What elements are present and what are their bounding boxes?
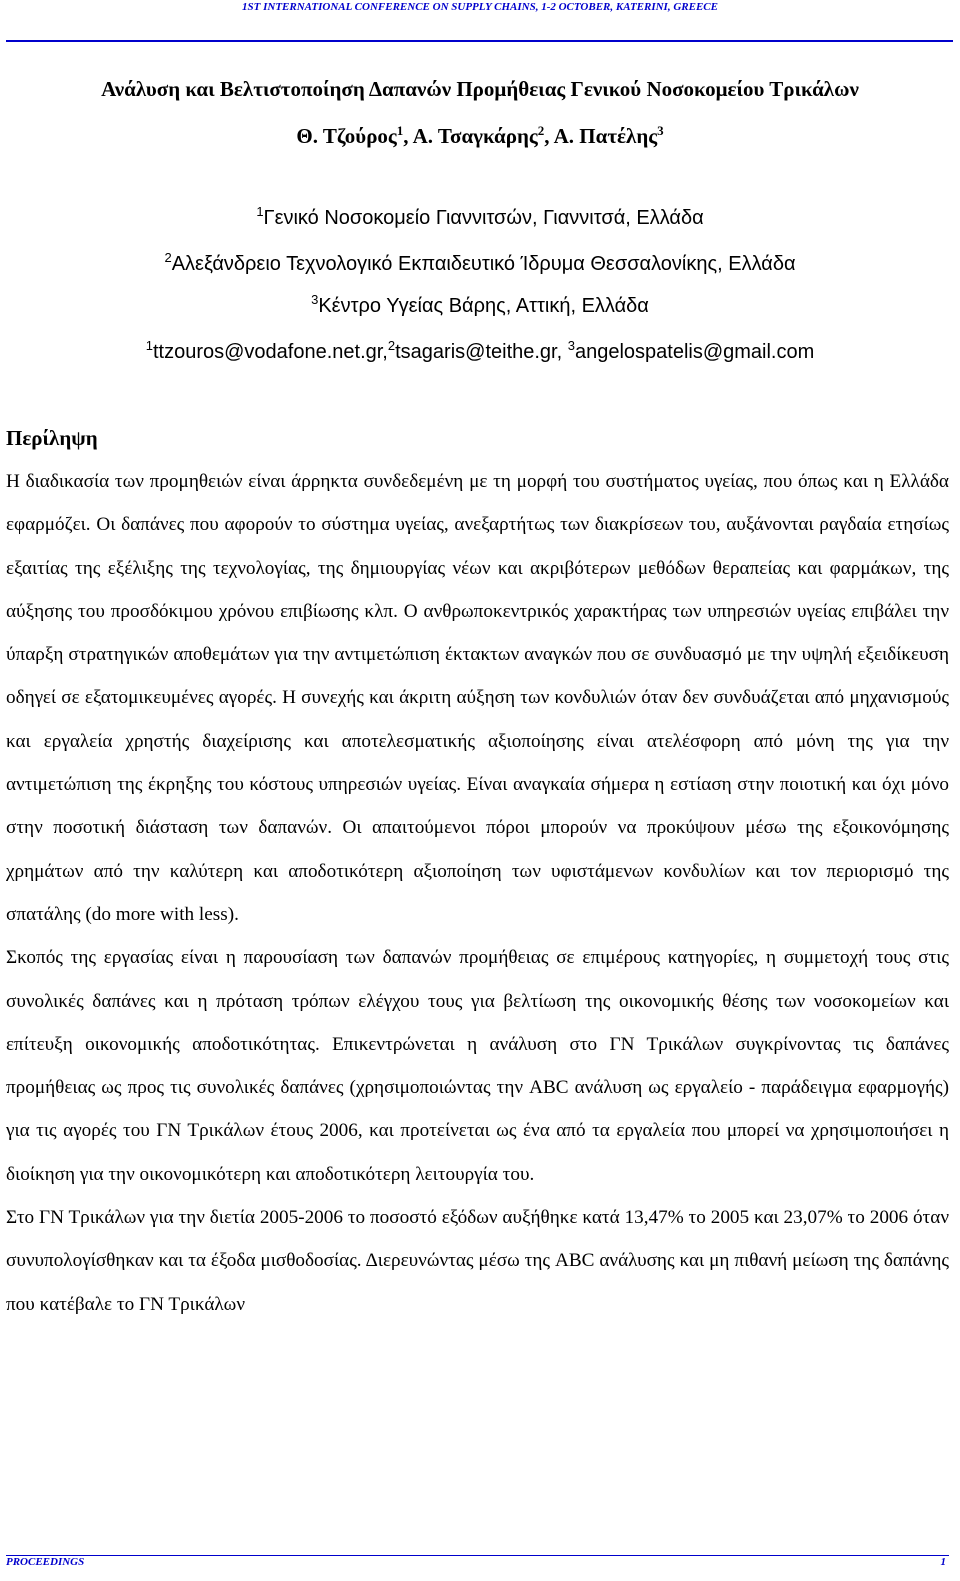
email-2[interactable]: tsagaris@teithe.gr, [395,341,568,363]
paper-title: Ανάλυση και Βελτιστοποίηση Δαπανών Προμήθειας Γενικού Νοσοκομείου Τρικάλων [101,77,859,101]
affiliation-1 [0,206,960,230]
author-3-sup: 3 [657,123,664,138]
abstract-paragraph-1: Η διαδικασία των προμηθειών είναι άρρηκτα συνδεδεμένη με τη μορφή του συστήματος υγείας, που όπως και η Ελλάδα εφαρμόζει. Οι δαπάνες που αφορούν το σύστημα υγείας, ανεξαρτήτως των διακρίσεων του, αυξάνονται ραγδαία ετησίως εξαιτίας της εξέλιξης της τεχνολογίας, της δημιουργίας νέων και ακριβότερων μεθόδων θεραπείας και φαρμάκων, της αύξησης του προσδόκιμου χρόνου επιβίωσης κλπ. Ο ανθρωποκεντρικός χαρακτήρας των υπηρεσιών υγείας επιβάλει την ύπαρξη στρατηγικών αποθεμάτων για την αντιμετώπιση έκτακτων αναγκών που σε συνδυασμό με την υψηλή εξειδίκευση οδηγεί σε εξατομικευμένες αγορές. Η συνεχής και άκριτη αύξηση των κονδυλιών όταν δεν συνδυάζεται από μηχανισμούς και εργαλεία χρηστής διαχείρισης και αποτελεσματικής αξιοποίησης είναι ατελέσφορη από μόνη της για την αντιμετώπιση της έκρηξης του κόστους υπηρεσιών υγείας. Είναι αναγκαία σήμερα η εστίαση στην ποιοτική και όχι μόνο στην ποσοτική διάσταση των δαπανών. Οι απαιτούμενοι πόροι μπορούν να προκύψουν μέσω της εξοικονόμησης χρημάτων από την καλύτερη και αποδοτικότερη αξιοποίηση των υφιστάμενων κονδυλίων και τον περιορισμό της σπατάλης (do more with less). [6,471,949,925]
email-2-sup: 2 [387,338,396,353]
author-2-sup: 2 [537,123,545,138]
email-1[interactable]: ttzouros@vodafone.net.gr, [152,341,388,363]
footer-rule [6,1555,949,1556]
affiliation-1-text: Γενικό Νοσοκομείο Γιαννιτσών, Γιαννιτσά, Ελλάδα [263,207,704,229]
affiliation-2-sup: 2 [164,250,172,265]
author-1: Θ. Τζούρος [296,124,397,148]
email-3-sup: 3 [567,338,575,353]
author-1-sup: 1 [396,123,404,138]
authors-line [0,117,960,155]
abstract-body [6,460,949,1326]
emails-line [0,340,960,364]
affiliation-2 [0,252,960,276]
email-3[interactable]: angelospatelis@gmail.com [574,341,815,363]
abstract-heading: Περίληψη [6,426,98,450]
abstract-paragraph-2: Σκοπός της εργασίας είναι η παρουσίαση των δαπανών προμήθειας σε επιμέρους κατηγορίες, η συμμετοχή τους στις συνολικές δαπάνες και η πρόταση τρόπων ελέγχου τους για βελτίωση της οικονομικής θέσης των νοσοκομείων και επίτευξη οικονομικής αποδοτικότητας. Επικεντρώνεται η ανάλυση στο ΓΝ Τρικάλων συγκρίνοντας τις δαπάνες προμήθειας ως προς τις συνολικές δαπάνες (χρησιμοποιώντας την ABC ανάλυση ως εργαλείο - παράδειγμα εφαρμογής) για τις αγορές του ΓΝ Τρικάλων έτους 2006, και προτείνεται ως ένα από τα εργαλεία που μπορεί να χρησιμοποιήσει η διοίκηση για την οικονομικότερη και αποδοτικότερη λειτουργία του. [6,947,949,1185]
footer-proceedings: PROCEEDINGS [6,1556,85,1568]
affiliation-1-sup: 1 [256,204,264,219]
header-rule [6,40,953,42]
conference-header: 1ST INTERNATIONAL CONFERENCE ON SUPPLY CHAINS, 1-2 OCTOBER, KATERINI, GREECE [242,1,718,13]
author-3: , Α. Πατέλης [544,124,658,148]
affiliation-3 [0,294,960,318]
affiliation-3-sup: 3 [311,292,319,307]
affiliation-2-text: Αλεξάνδρειο Τεχνολογικό Εκπαιδευτικό Ίδρυμα Θεσσαλονίκης, Ελλάδα [171,253,796,275]
email-1-sup: 1 [145,338,153,353]
abstract-paragraph-3: Στο ΓΝ Τρικάλων για την διετία 2005-2006 το ποσοστό εξόδων αυξήθηκε κατά 13,47% το 2005 και 23,07% το 2006 όταν συνυπολογίσθηκαν και τα έξοδα μισθοδοσίας. Διερευνώντας μέσω της ABC ανάλυσης και μη πιθανή μείωση της δαπάνης που κατέβαλε το ΓΝ Τρικάλων [6,1207,949,1315]
author-2: , Α. Τσαγκάρης [403,124,538,148]
page-number: 1 [940,1556,946,1568]
affiliation-3-text: Κέντρο Υγείας Βάρης, Αττική, Ελλάδα [318,295,649,317]
